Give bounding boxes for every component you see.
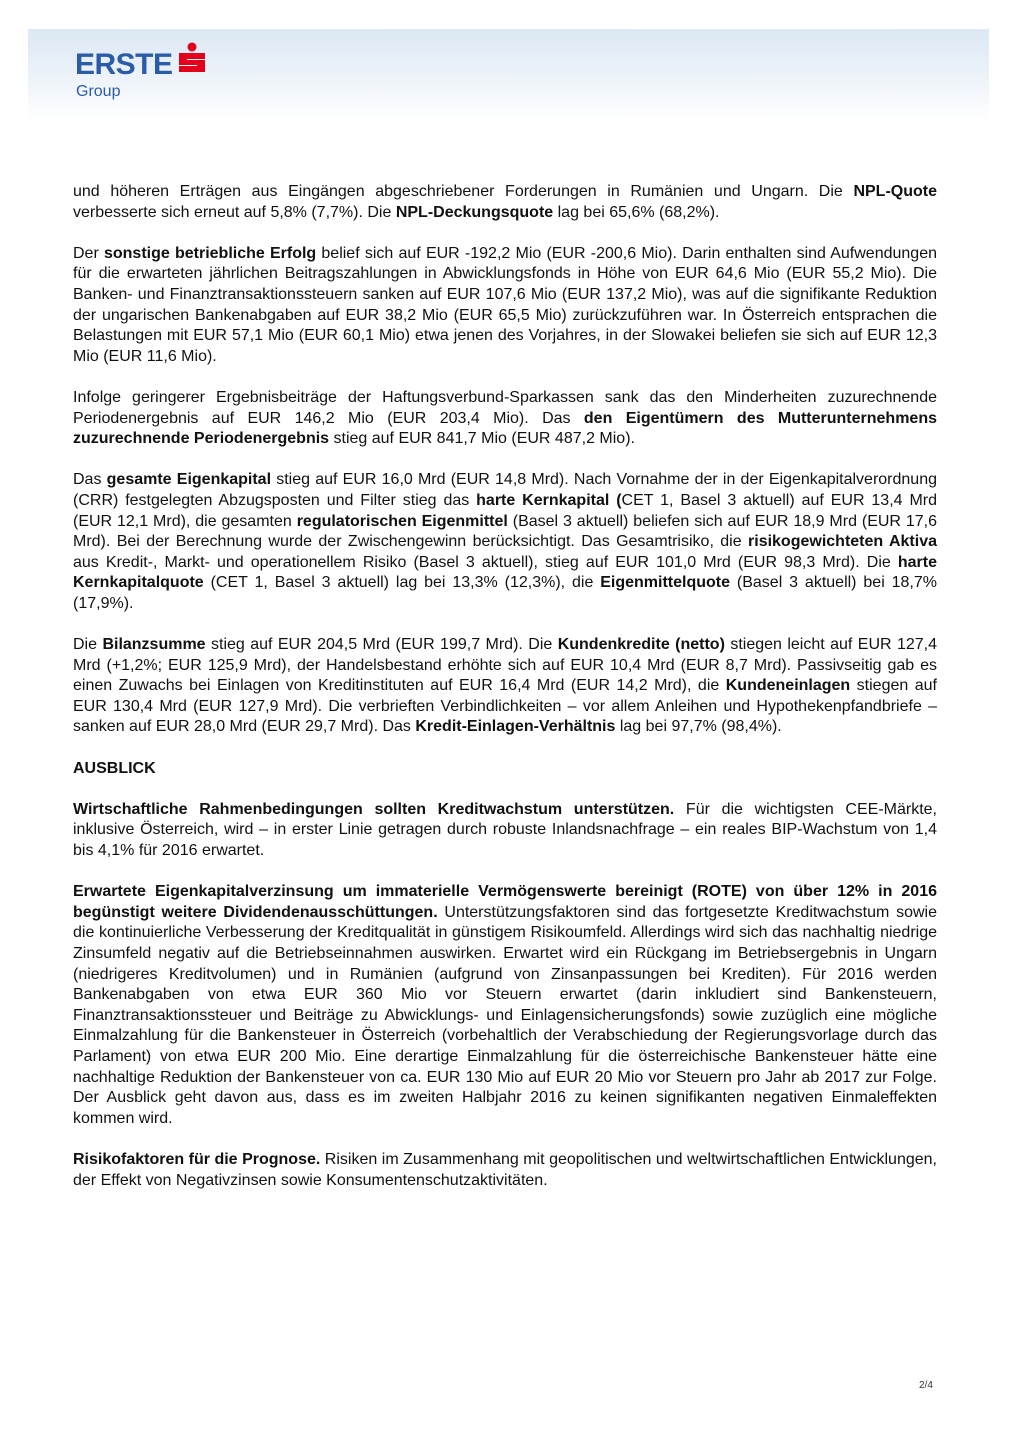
paragraph-risk-factors: Risikofaktoren für die Prognose. Risiken im Zusammenhang mit geopolitischen und weltwirtschaftlichen Entwicklungen, der Effekt von Negativzinsen sowie Konsumentenschutzaktivitäten. (73, 1150, 937, 1189)
paragraph-economic-conditions: Wirtschaftliche Rahmenbedingungen sollten Kreditwachstum unterstützen. Für die wichtigsten CEE-Märkte, inklusive Österreich, wird – in erster Linie getragen durch robuste Inlandsnachfrage – ein reales BIP-Wachstum von 1,4 bis 4,1% für 2016 erwartet. (73, 800, 937, 859)
erste-group-logo (75, 42, 215, 102)
paragraph-operating-result: Der sonstige betriebliche Erfolg belief sich auf EUR -192,2 Mio (EUR -200,6 Mio). Darin enthalten sind Aufwendungen für die erwarteten jährlichen Beitragszahlungen in Abwicklungsfonds in Höhe von EUR 64,6 Mio (EUR 55,2 Mio). Die Banken- und Finanztransaktionssteuern sanken auf EUR 107,6 Mio (EUR 137,2 Mio), was auf die signifikante Reduktion der ungarischen Bankenabgaben auf EUR 38,2 Mio (EUR 65,5 Mio) zurückzuführen war. In Österreich entsprachen die Belastungen mit EUR 57,1 Mio (EUR 60,1 Mio) etwa jenen des Vorjahres, in der Slowakei beliefen sie sich auf EUR 12,3 Mio (EUR 11,6 Mio). (73, 244, 937, 365)
section-heading-ausblick: AUSBLICK (73, 759, 156, 777)
paragraph-rote-outlook: Erwartete Eigenkapitalverzinsung um immaterielle Vermögenswerte bereinigt (ROTE) von über 12% in 2016 begünstigt weitere Dividendenausschüttungen. Unterstützungsfaktoren sind das fortgesetzte Kreditwachstum sowie die kontinuierliche Verbesserung der Kreditqualität in günstigem Risikoumfeld. Allerdings wird sich das nachhaltig niedrige Zinsumfeld negativ auf die Betriebseinnahmen auswirken. Erwartet wird ein Rückgang im Betriebsergebnis in Ungarn (niedrigeres Kreditvolumen) und in Rumänien (aufgrund von Zinsanpassungen bei Krediten). Für 2016 werden Bankenabgaben von etwa EUR 360 Mio vor Steuern erwartet (darin inkludiert sind Bankensteuern, Finanztransaktionssteuer und Beiträge zu Abwicklungs- und Einlagensicherungsfonds) sowie zuzüglich eine mögliche Einmalzahlung für die Bankensteuer in Österreich (vorbehaltlich der Verabschiedung der Regierungsvorlage durch das Parlament) von etwa EUR 200 Mio. Eine derartige Einmalzahlung für die österreichische Bankensteuer hätte eine nachhaltige Reduktion der Bankensteuer von ca. EUR 130 Mio auf EUR 20 Mio vor Steuern pro Jahr ab 2017 zur Folge. Der Ausblick geht davon aus, dass es im zweiten Halbjahr 2016 zu keinen signifikanten negativen Einmaleffekten kommen wird. (73, 883, 937, 1127)
paragraph-npl: und höheren Erträgen aus Eingängen abgeschriebener Forderungen in Rumänien und Ungarn. Die NPL-Quote verbesserte sich erneut auf 5,8% (7,7%). Die NPL-Deckungsquote lag bei 65,6% (68,2%). (73, 183, 937, 221)
document-body (73, 182, 937, 1212)
page-number: 2/4 (919, 1380, 933, 1391)
erste-s-mark-icon (176, 42, 208, 82)
logo-group-label: Group (76, 83, 121, 100)
paragraph-equity: Das gesamte Eigenkapital stieg auf EUR 16,0 Mrd (EUR 14,8 Mrd). Nach Vornahme der in der Eigenkapitalverordnung (CRR) festgelegten Abzugsposten und Filter stieg das harte Kernkapital (CET 1, Basel 3 aktuell) auf EUR 13,4 Mrd (EUR 12,1 Mrd), die gesamten regulatorischen Eigenmittel (Basel 3 aktuell) beliefen sich auf EUR 18,9 Mrd (EUR 17,6 Mrd). Bei der Berechnung wurde der Zwischengewinn berücksichtigt. Das Gesamtrisiko, die risikogewichteten Aktiva aus Kredit-, Markt- und operationellem Risiko (Basel 3 aktuell), stieg auf EUR 101,0 Mrd (EUR 98,3 Mrd). Die harte Kernkapitalquote (CET 1, Basel 3 aktuell) lag bei 13,3% (12,3%), die Eigenmittelquote (Basel 3 aktuell) bei 18,7% (17,9%). (73, 471, 938, 612)
paragraph-net-result: Infolge geringerer Ergebnisbeiträge der Haftungsverbund-Sparkassen sank das den Minderheiten zuzurechnende Periodenergebnis auf EUR 146,2 Mio (EUR 203,4 Mio). Das den Eigentümern des Mutterunternehmens zuzurechnende Periodenergebnis stieg auf EUR 841,7 Mio (EUR 487,2 Mio). (73, 388, 937, 448)
paragraph-balance-sheet: Die Bilanzsumme stieg auf EUR 204,5 Mrd (EUR 199,7 Mrd). Die Kundenkredite (netto) stiegen leicht auf EUR 127,4 Mrd (+1,2%; EUR 125,9 Mrd), der Handelsbestand erhöhte sich auf EUR 10,4 Mrd (EUR 8,7 Mrd). Passivseitig gab es einen Zuwachs bei Einlagen von Kreditinstituten auf EUR 16,4 Mrd (EUR 14,2 Mrd), die Kundeneinlagen stiegen auf EUR 130,4 Mrd (EUR 127,9 Mrd). Die verbrieften Verbindlichkeiten – vor allem Anleihen und Hypothekenpfandbriefe – sanken auf EUR 28,0 Mrd (EUR 29,7 Mrd). Das Kredit-Einlagen-Verhältnis lag bei 97,7% (98,4%). (73, 636, 938, 736)
logo-word: ERSTE (75, 48, 173, 81)
